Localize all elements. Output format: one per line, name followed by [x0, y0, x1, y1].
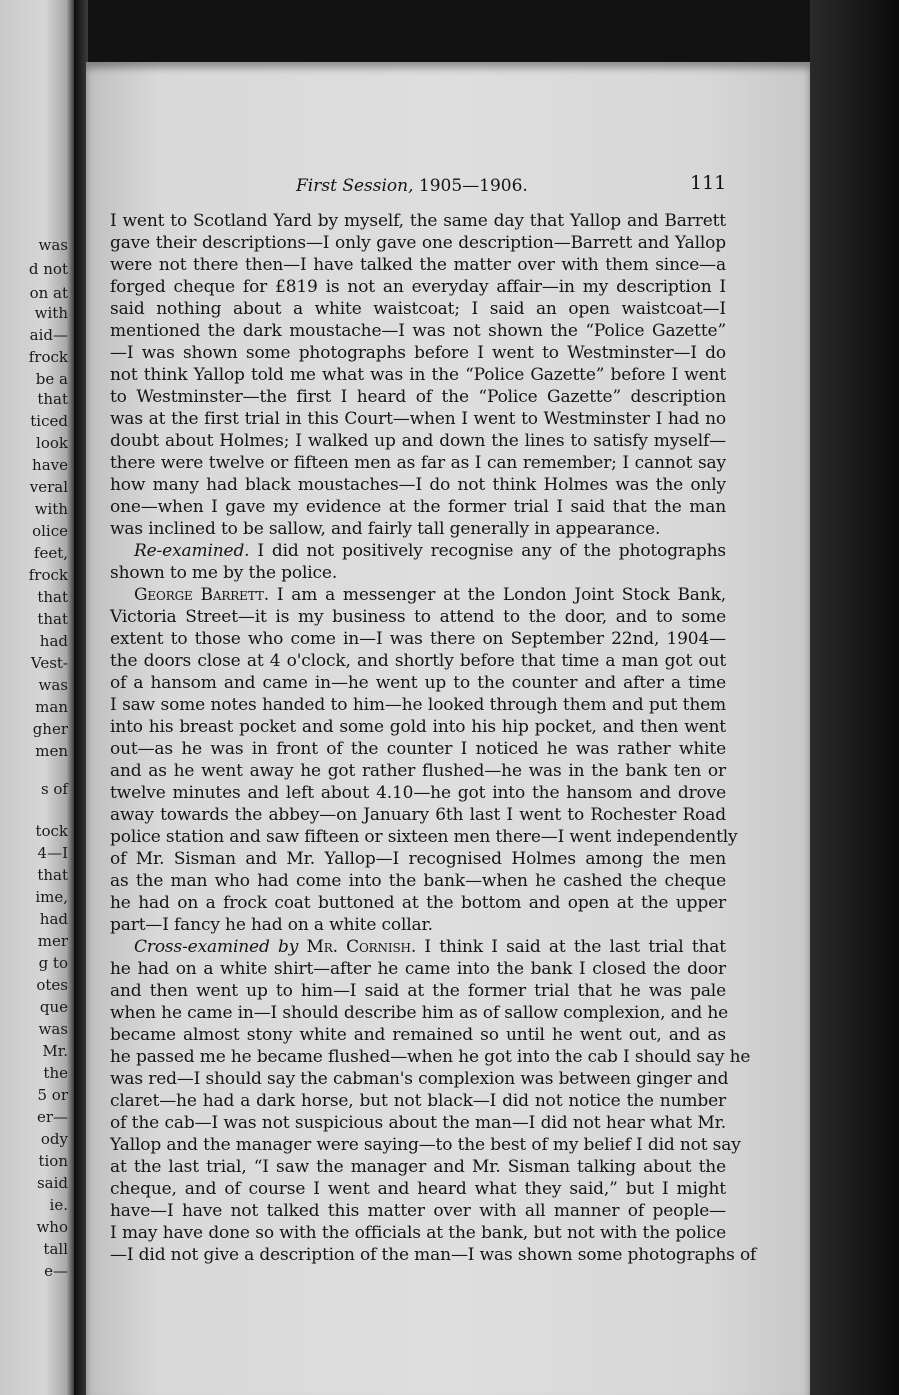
text-line: Re-examined. I did not positively recognise any of the photographs [134, 541, 726, 561]
text-line: twelve minutes and left about 4.10—he got into the hansom and drove [110, 783, 726, 803]
text-line: how many had black moustaches—I do not think Holmes was the only [110, 475, 726, 495]
left-text-fragment: s of [40, 780, 68, 798]
left-text-fragment: Mr. [42, 1042, 68, 1060]
left-text-fragment: ie. [49, 1196, 68, 1214]
text-line: I went to Scotland Yard by myself, the same day that Yallop and Barrett [110, 211, 726, 231]
left-text-fragment: ticed [30, 412, 68, 430]
left-text-fragment: that [37, 588, 68, 606]
left-text-fragment: 5 or [37, 1086, 68, 1104]
left-text-fragment: er— [36, 1108, 68, 1126]
left-text-fragment: look [36, 434, 68, 452]
page-header [86, 170, 810, 198]
left-text-fragment: g to [38, 954, 68, 972]
left-text-fragment: be a [35, 370, 68, 388]
text-line: and then went up to him—I said at the former trial that he was pale [110, 981, 726, 1001]
text-line: gave their descriptions—I only gave one description—Barrett and Yallop [110, 233, 726, 253]
book-page [86, 62, 810, 1395]
text-line: Yallop and the manager were saying—to the best of my belief I did not say [110, 1135, 741, 1155]
left-text-fragment: frock [28, 566, 68, 584]
left-text-fragment: tion [38, 1152, 68, 1170]
left-text-fragment: with [34, 304, 68, 322]
left-text-fragment: olice [32, 522, 68, 540]
text-line: of the cab—I was not suspicious about the man—I did not hear what Mr. [110, 1113, 726, 1133]
text-line: was at the first trial in this Court—when I went to Westminster I had no [110, 409, 726, 429]
running-head-years: 1905—1906. [418, 176, 528, 196]
left-text-fragment: was [38, 676, 68, 694]
left-text-fragment: who [36, 1218, 68, 1236]
text-line: one—when I gave my evidence at the former trial I said that the man [110, 497, 726, 517]
left-text-fragment: tall [43, 1240, 68, 1258]
text-line: he had on a white shirt—after he came into the bank I closed the door [110, 959, 726, 979]
text-line: he passed me he became flushed—when he got into the cab I should say he [110, 1047, 751, 1067]
counsel-name: Mr. Cornish. [306, 937, 417, 957]
left-text-fragment: that [37, 390, 68, 408]
text-line: George Barrett. I am a messenger at the London Joint Stock Bank, [134, 585, 726, 605]
text-line: was red—I should say the cabman's complexion was between ginger and [110, 1069, 729, 1089]
text-line: police station and saw fifteen or sixteen men there—I went independently [110, 827, 738, 847]
running-head: First Session, 1905—1906. [296, 176, 528, 196]
text-line: I saw some notes handed to him—he looked through them and put them [110, 695, 726, 715]
left-text-fragment: on at [29, 284, 68, 302]
text-line: I may have done so with the officials at the bank, but not with the police [110, 1223, 726, 1243]
text-line: doubt about Holmes; I walked up and down the lines to satisfy myself— [110, 431, 726, 451]
text-line: he had on a frock coat buttoned at the bottom and open at the upper [110, 893, 726, 913]
text-line: forged cheque for £819 is not an everyday affair—in my description I [110, 277, 726, 297]
text-line: into his breast pocket and some gold into his hip pocket, and then went [110, 717, 726, 737]
left-text-fragment: aid— [29, 326, 68, 344]
left-text-fragment: that [37, 866, 68, 884]
text-line: were not there then—I have talked the matter over with them since—a [110, 255, 726, 275]
left-text-fragment: was [38, 1020, 68, 1038]
left-text-fragment: with [34, 500, 68, 518]
left-text-fragment: 4—I [37, 844, 68, 862]
scan-background-right [810, 0, 899, 1395]
paragraph-lead: Cross-examined by [134, 937, 299, 957]
text-line: became almost stony white and remained so until he went out, and as [110, 1025, 726, 1045]
left-text-fragment: que [39, 998, 68, 1016]
left-text-fragment: men [35, 742, 68, 760]
left-text-fragment: e— [44, 1262, 68, 1280]
text-line: to Westminster—the first I heard of the “Police Gazette” description [110, 387, 726, 407]
left-text-fragment: the [43, 1064, 68, 1082]
text-line: said nothing about a white waistcoat; I said an open waistcoat—I [110, 299, 726, 319]
left-text-fragment: ime, [35, 888, 68, 906]
left-text-fragment: have [32, 456, 68, 474]
text-line: extent to those who come in—I was there on September 22nd, 1904— [110, 629, 726, 649]
left-text-fragment: d not [28, 260, 68, 278]
text-line: —I was shown some photographs before I went to Westminster—I do [110, 343, 726, 363]
text-line: Victoria Street—it is my business to attend to the door, and to some [110, 607, 726, 627]
left-text-fragment: man [35, 698, 68, 716]
left-text-fragment: said [36, 1174, 68, 1192]
text-line: —I did not give a description of the man—I was shown some photographs of [110, 1245, 757, 1265]
left-text-fragment: feet, [33, 544, 68, 562]
text-line: cheque, and of course I went and heard what they said,” but I might [110, 1179, 726, 1199]
text-line: have—I have not talked this matter over with all manner of people— [110, 1201, 726, 1221]
text-line: as the man who had come into the bank—when he cashed the cheque [110, 871, 726, 891]
paragraph-lead: Re-examined. [134, 541, 250, 561]
text-line: when he came in—I should describe him as of sallow complexion, and he [110, 1003, 729, 1023]
text-line: Cross-examined by Mr. Cornish. I think I said at the last trial that [134, 937, 726, 957]
left-text-fragment: mer [37, 932, 68, 950]
text-line: out—as he was in front of the counter I noticed he was rather white [110, 739, 726, 759]
text-line: of a hansom and came in—he went up to the counter and after a time [110, 673, 726, 693]
left-text-fragment: veral [29, 478, 68, 496]
left-text-fragment: that [37, 610, 68, 628]
left-text-fragment: ody [40, 1130, 68, 1148]
text-line: away towards the abbey—on January 6th last I went to Rochester Road [110, 805, 726, 825]
left-facing-page [0, 0, 74, 1395]
left-text-fragment: Vest- [30, 654, 68, 672]
left-text-fragment: was [38, 236, 68, 254]
text-line: was inclined to be sallow, and fairly tall generally in appearance. [110, 519, 661, 539]
text-line: there were twelve or fifteen men as far as I can remember; I cannot say [110, 453, 726, 473]
left-text-fragment: otes [36, 976, 68, 994]
text-line: the doors close at 4 o'clock, and shortly before that time a man got out [110, 651, 726, 671]
text-line: mentioned the dark moustache—I was not shown the “Police Gazette” [110, 321, 726, 341]
text-line: of Mr. Sisman and Mr. Yallop—I recognised Holmes among the men [110, 849, 726, 869]
left-text-fragment: had [39, 910, 68, 928]
left-text-fragment: gher [32, 720, 68, 738]
witness-name: George Barrett. [134, 585, 269, 605]
left-text-fragment: frock [28, 348, 68, 366]
page-number: 111 [690, 172, 727, 194]
left-text-fragment: tock [35, 822, 68, 840]
text-line: and as he went away he got rather flushed—he was in the bank ten or [110, 761, 726, 781]
text-line: claret—he had a dark horse, but not black—I did not notice the number [110, 1091, 726, 1111]
text-line: at the last trial, “I saw the manager and Mr. Sisman talking about the [110, 1157, 726, 1177]
text-line: shown to me by the police. [110, 563, 338, 583]
text-line: not think Yallop told me what was in the “Police Gazette” before I went [110, 365, 726, 385]
left-text-fragment: had [39, 632, 68, 650]
text-line: part—I fancy he had on a white collar. [110, 915, 433, 935]
